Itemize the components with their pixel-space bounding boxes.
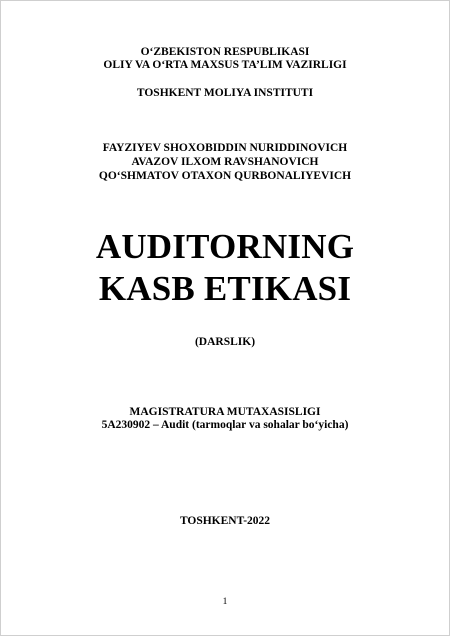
specialty-heading: MAGISTRATURA MUTAXASISLIGI: [129, 406, 321, 418]
book-title-line-1: AUDITORNING: [95, 227, 355, 266]
book-title-line-2: KASB ETIKASI: [98, 269, 352, 308]
author-name: QO‘SHMATOV OTAXON QURBONALIYEVICH: [98, 170, 352, 182]
specialty-code: 5A230902 – Audit (tarmoqlar va sohalar bo‘yicha): [101, 419, 349, 431]
institute-heading: TOSHKENT MOLIYA INSTITUTI: [136, 87, 314, 99]
page-number: 1: [222, 597, 228, 607]
book-type-label: (DARSLIK): [194, 336, 256, 348]
republic-heading: O‘ZBEKISTON RESPUBLIKASI: [140, 46, 310, 58]
place-year: TOSHKENT-2022: [179, 515, 271, 527]
ministry-heading: OLIY VA O‘RTA MAXSUS TA’LIM VAZIRLIGI: [103, 59, 347, 71]
author-name: FAYZIYEV SHOXOBIDDIN NURIDDINOVICH: [102, 142, 348, 154]
author-name: AVAZOV ILXOM RAVSHANOVICH: [131, 156, 319, 168]
